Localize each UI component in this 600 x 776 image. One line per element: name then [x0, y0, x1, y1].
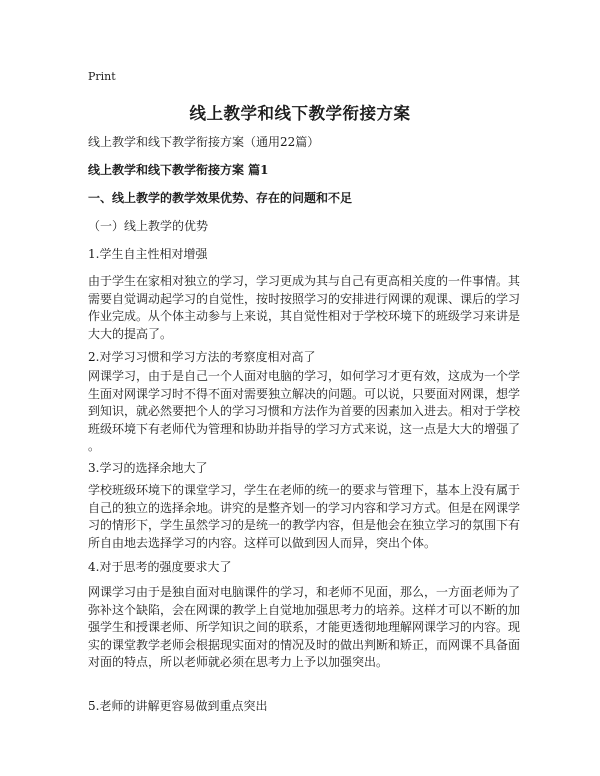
item-paragraph [88, 273, 521, 343]
paragraph-line: 生面对网课学习时不得不面对需要独立解决的问题。可以说，只要面对网课，想学 [88, 386, 521, 401]
paragraph-line: 需要自觉调动起学习的自觉性，按时按照学习的安排进行网课的观课、课后的学习 [88, 291, 521, 306]
paragraph-line: 作业完成。从个体主动参与上来说，其自觉性相对于学校环境下的班级学习来讲是 [88, 309, 521, 323]
paragraph-line: 习的情形下，学生虽然学习的是统一的教学内容，但是他会在独立学习的氛围下有 [88, 518, 521, 532]
paragraph-line: 网课学习，由于是自己一个人面对电脑的学习，如何学习才更有效，这成为一个学 [88, 369, 521, 383]
paragraph-line: 大大的提高了。 [88, 326, 173, 341]
paragraph-line: 对面的特点，所以老师就必须在思考力上予以加强突出。 [88, 655, 389, 669]
paragraph-line: 班级环境下有老师代为管理和协助并指导的学习方式来说，这一点是大大的增强了 [88, 421, 521, 436]
paragraph-line: 所自由地去选择学习的内容。这样可以做到因人而异，突出个体。 [88, 535, 437, 550]
item-paragraph [88, 368, 521, 456]
item-heading: 3.学习的选择余地大了 [88, 461, 208, 475]
heading-level-2: （一）线上教学的优势 [88, 219, 209, 233]
paragraph-line: 网课学习由于是独自面对电脑课件的学习，和老师不见面，那么，一方面老师为了 [88, 585, 521, 599]
item-heading: 1.学生自主性相对增强 [88, 247, 208, 261]
paragraph-line: 学校班级环境下的课堂学习，学生在老师的统一的要求与管理下，基本上没有属于 [88, 483, 521, 497]
print-label: Print [88, 70, 116, 83]
section-title: 线上教学和线下教学衔接方案 篇1 [88, 163, 269, 177]
paragraph-line: 自己的独立的选择余地。讲究的是整齐划一的学习内容和学习方式。但是在网课学 [88, 500, 521, 515]
item-paragraph [88, 482, 521, 552]
item-heading: 4.对于思考的强度要求大了 [88, 560, 232, 574]
paragraph-line: 。 [88, 439, 101, 453]
item-heading: 5.老师的讲解更容易做到重点突出 [88, 699, 268, 713]
paragraph-line: 实的课堂教学老师会根据现实面对的情况及时的做出判断和矫正，而网课不具备面 [88, 637, 521, 652]
paragraph-line: 弥补这个缺陷，会在网课的教学上自觉地加强思考力的培养。这样才可以不断的加 [88, 602, 521, 617]
document-subtitle: 线上教学和线下教学衔接方案（通用22篇） [88, 135, 320, 149]
paragraph-line: 强学生和授课老师、所学知识之间的联系，才能更透彻地理解网课学习的内容。现 [88, 620, 521, 634]
document-title: 线上教学和线下教学衔接方案 [189, 104, 411, 123]
paragraph-line: 到知识，就必然要把个人的学习习惯和方法作为首要的因素加入进去。相对于学校 [88, 404, 521, 418]
heading-level-1: 一、线上教学的教学效果优势、存在的问题和不足 [88, 191, 353, 205]
paragraph-line: 由于学生在家相对独立的学习，学习更成为其与自己有更高相关度的一件事情。其 [88, 274, 521, 288]
item-paragraph [88, 584, 521, 672]
item-heading: 2.对学习习惯和学习方法的考察度相对高了 [88, 350, 316, 364]
